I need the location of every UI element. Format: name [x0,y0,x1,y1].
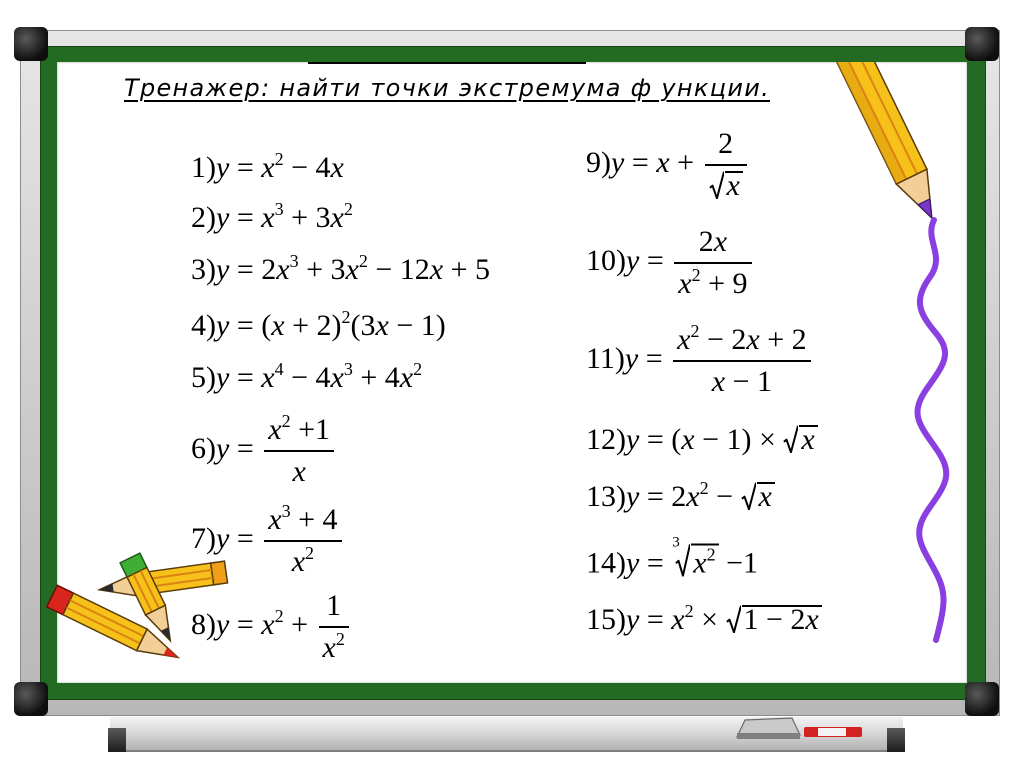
exponent: 3 [343,359,353,379]
math-text: + 4 [298,503,338,536]
math-text: 2 [718,127,734,160]
math-variable: x [261,201,275,234]
math-text [292,455,305,488]
math-variable: x [330,361,344,394]
exponent: 3 [289,251,299,271]
math-variable: y [216,607,230,641]
math-variable: x [746,323,760,356]
math-text: y = x [216,201,275,234]
math-text: −1 [726,546,758,580]
frame-corner-top-left [14,27,48,61]
radical-sign [726,605,741,633]
math-text: y = x [216,361,275,394]
exponent: 4 [274,359,284,379]
math-variable: x [292,455,306,488]
formula-number: 9) [586,145,611,179]
frame-corner-top-right [965,27,999,61]
radicand [757,480,775,513]
radical-sign-shape [783,425,798,453]
radical-sign [709,171,724,199]
math-text: + 3x [291,201,344,234]
fraction [264,411,334,488]
math-text: y = x [216,151,275,184]
math-text: y = [624,341,663,375]
fraction-numerator [674,226,751,262]
math-text [801,423,814,456]
formula-number: 11) [586,341,625,375]
fraction-numerator [705,128,747,164]
tray-end-right [887,728,905,752]
math-variable: x [671,603,685,636]
math-variable: x [677,323,691,356]
math-variable: y [216,201,230,234]
math-variable: y [216,361,230,394]
exponent: 2 [413,359,423,379]
math-text: − 4x [291,361,344,394]
math-variable: x [291,545,306,578]
formula-5 [191,361,422,395]
math-text: + 3x [306,253,359,286]
fraction-numerator [319,590,349,626]
math-variable: x [261,361,275,394]
fraction [264,501,341,578]
math-variable: x [693,546,707,580]
math-variable: x [726,169,740,202]
formula-2 [191,201,353,235]
math-text: y = (x − 1) × [626,423,776,456]
formula-number: 13) [586,480,626,513]
exponent: 2 [274,605,284,626]
formula-7 [191,501,345,578]
math-text: + 9 [708,267,748,300]
exponent: 2 [691,265,701,285]
exponent: 2 [305,543,315,563]
math-text [759,480,772,513]
radicand [742,603,822,636]
radical-sign [783,425,798,453]
fraction-denominator [264,450,334,488]
fraction-denominator [674,262,751,300]
formula-number: 4) [191,309,216,342]
math-text: y = x + [611,145,694,179]
fraction-denominator [673,360,811,398]
formula-4 [191,309,446,343]
frame-corner-bottom-left [14,682,48,716]
formula-number: 14) [586,546,626,580]
formula-9 [586,128,750,202]
formula-12 [586,423,818,457]
math-variable: x [276,253,290,286]
math-text: + [291,607,308,641]
formula-14 [586,534,758,581]
math-text: y = [216,431,254,465]
fraction-numerator [673,321,811,360]
exponent: 2 [343,199,353,219]
math-variable: x [271,309,285,342]
math-text: y = [216,521,254,555]
formula-13 [586,480,775,514]
math-variable: x [345,253,359,286]
math-variable: x [656,145,670,179]
formula-number: 15) [586,603,626,636]
math-variable: x [805,603,819,636]
radicand [799,423,817,456]
fraction-numerator [264,501,341,540]
math-text: y = x [626,603,685,636]
math-variable: x [399,361,414,394]
math-variable: x [429,253,444,286]
formula-number: 3) [191,253,216,286]
math-text: x − 1 [711,365,773,398]
formula-number: 5) [191,361,216,394]
math-text [677,323,690,356]
exponent: 2 [358,251,368,271]
fraction [705,128,747,202]
math-variable: y [624,341,639,375]
math-text [727,169,740,202]
formula-1 [191,151,344,185]
exponent: 2 [281,411,291,431]
exponent: 2 [341,307,351,327]
math-variable: y [216,431,230,465]
math-variable: x [713,225,728,258]
math-variable: x [375,309,389,342]
exponent: 2 [274,149,284,169]
fraction [674,226,751,300]
formula-3 [191,253,490,287]
math-text: − 12x + 5 [375,253,490,286]
math-text: y = (x + 2) [216,309,342,342]
formula-8 [191,590,352,664]
math-text: 2x [698,225,728,258]
formula-number: 2) [191,201,216,234]
math-variable: x [686,480,700,513]
math-variable: x [322,631,336,664]
radical-sign [741,482,756,510]
exponent: 2 [690,321,700,341]
math-variable: x [758,480,772,513]
radical-sign [675,544,690,577]
formula-number: 1) [191,151,216,184]
root [783,423,817,456]
math-variable: y [626,603,640,636]
math-variable: y [216,151,230,184]
radical-sign-shape [726,605,741,633]
radicand [725,169,743,202]
exponent: 2 [699,478,709,498]
frame-corner-bottom-right [965,682,999,716]
math-text [323,631,336,664]
math-text: y = x [216,607,275,641]
math-text: y = [626,546,664,580]
math-variable: x [711,365,726,398]
math-variable: x [268,503,282,536]
exponent: 2 [335,629,345,649]
math-variable: x [678,267,692,300]
formula-number: 7) [191,521,216,555]
formula-11 [586,321,814,398]
math-text: 1 − 2x [743,603,819,636]
math-text [693,547,706,580]
tray-end-left [108,728,126,752]
root-index: 3 [672,534,680,551]
math-variable: y [216,253,230,286]
math-variable: y [216,521,230,555]
exponent: 3 [274,199,284,219]
math-text: (3x − 1) [350,309,446,342]
math-text: − 4x [291,151,344,184]
math-text [292,545,305,578]
formula-number: 10) [586,243,626,277]
math-text: − [716,480,733,513]
math-variable: x [261,607,275,641]
math-text: +1 [298,413,330,446]
slide-title: Тренажер: найти точки экстремума ф ункции. [124,74,771,102]
math-text: × [701,603,718,636]
math-text: − 2x + 2 [706,323,807,356]
root [709,169,743,202]
math-text [678,267,691,300]
fraction-denominator [705,164,747,202]
math-text: 1 [326,589,342,622]
formula-number: 12) [586,423,626,456]
formula-number: 8) [191,607,216,641]
root [672,534,718,580]
fraction [673,321,811,398]
math-variable: y [626,423,640,456]
math-variable: x [261,151,275,184]
math-text [268,503,281,536]
math-text: y = 2x [216,253,290,286]
radical-sign-shape [709,171,724,199]
math-variable: y [216,309,230,342]
radicand [691,544,718,580]
marker-tray [110,717,903,752]
math-variable: y [626,546,640,580]
math-variable: y [626,480,640,513]
math-text [268,413,281,446]
fraction-numerator [264,411,334,450]
cut-off-heading-underline [308,62,586,64]
math-variable: x [268,413,282,446]
math-variable: y [611,145,625,179]
math-variable: x [681,423,695,456]
math-text: y = 2x [626,480,700,513]
formula-6 [191,411,337,488]
math-variable: x [330,201,344,234]
exponent: 2 [706,544,716,565]
math-text: + 4x [360,361,414,394]
exponent: 3 [281,501,291,521]
fraction-denominator [319,626,349,664]
formula-15 [586,603,822,637]
radical-sign-shape [741,482,756,510]
exponent: 2 [684,601,694,621]
radical-sign-shape [675,544,690,577]
formula-10 [586,226,755,300]
root [726,603,822,636]
math-text: y = [626,243,664,277]
math-variable: x [330,151,344,184]
fraction [319,590,349,664]
math-variable: x [801,423,815,456]
formula-number: 6) [191,431,216,465]
root [741,480,775,513]
math-variable: y [626,243,640,277]
fraction-denominator [264,540,341,578]
